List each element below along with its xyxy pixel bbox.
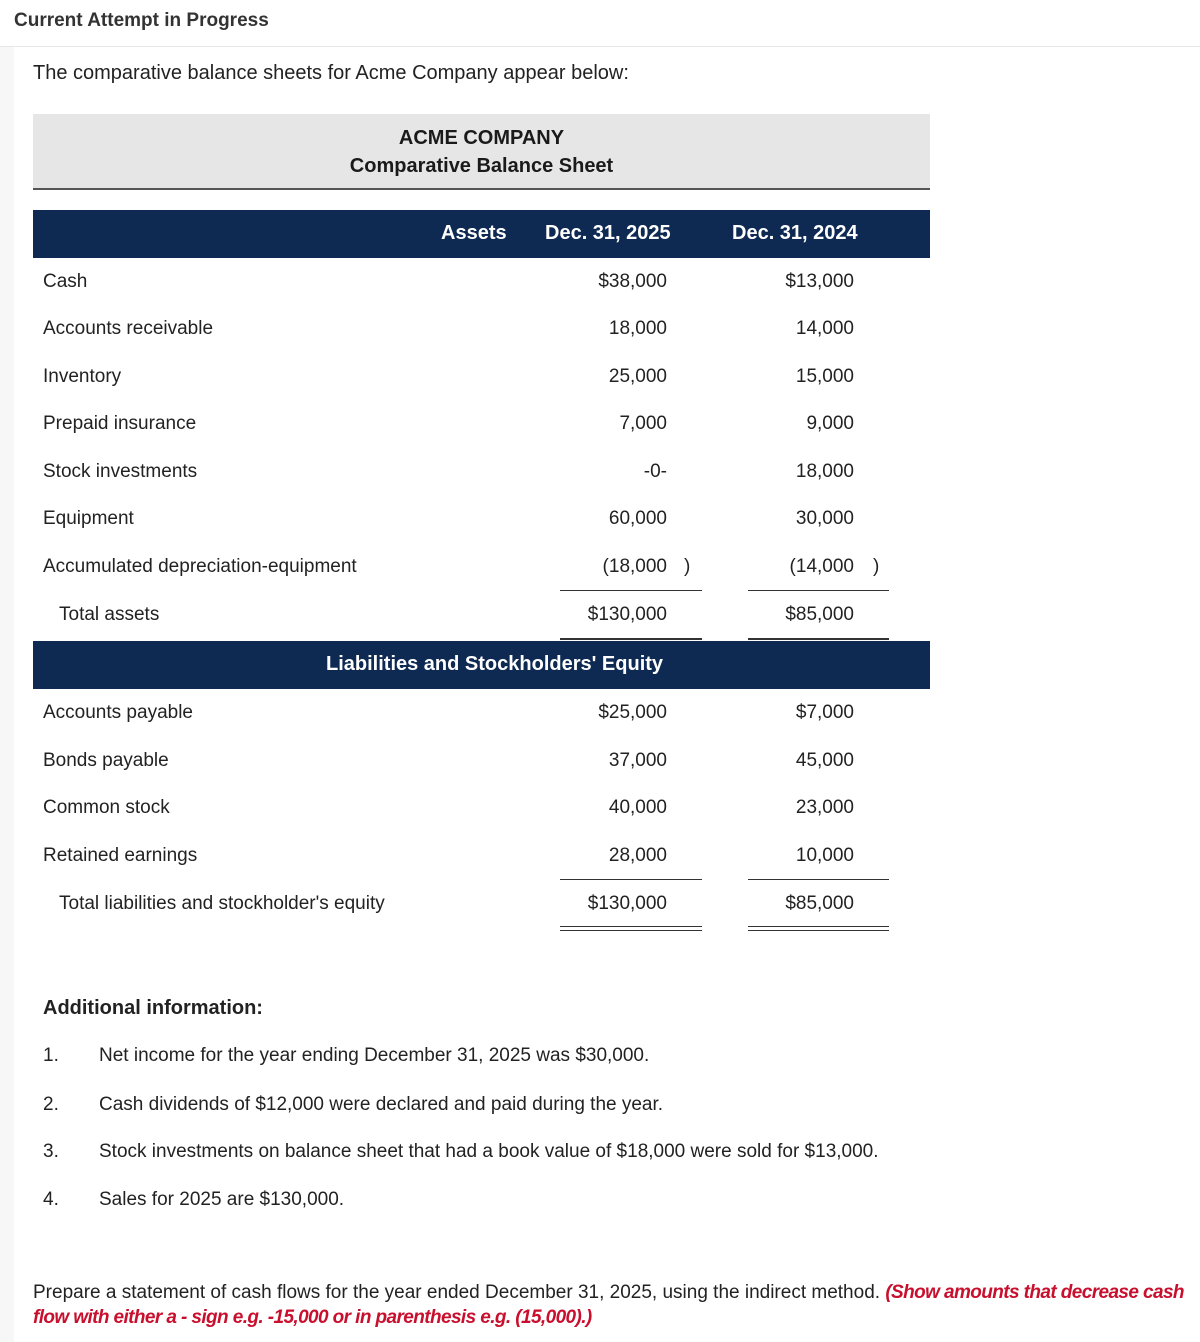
left-margin-strip	[0, 47, 14, 1342]
row-label: Accumulated depreciation-equipment	[43, 556, 357, 577]
liabilities-header-band	[33, 641, 930, 689]
row-label: Common stock	[43, 797, 170, 818]
subtotal-rule-2025	[560, 590, 702, 591]
table-row	[33, 692, 930, 732]
row-label: Stock investments	[43, 461, 198, 482]
item-number: 3.	[43, 1141, 59, 1162]
table-row	[33, 451, 930, 491]
value-2024: $85,000	[785, 604, 854, 625]
table-row	[33, 835, 930, 875]
company-name: ACME COMPANY	[398, 127, 565, 149]
value-2024: 18,000	[795, 461, 854, 482]
row-label: Inventory	[43, 366, 122, 387]
table-row	[33, 498, 930, 538]
row-label: Retained earnings	[43, 845, 198, 866]
statement-subtitle: Comparative Balance Sheet	[349, 155, 614, 177]
table-row	[33, 403, 930, 443]
row-label: Prepaid insurance	[43, 413, 197, 434]
value-2025: $38,000	[598, 271, 667, 292]
value-2024: $13,000	[785, 271, 854, 292]
total-rule-2024	[748, 638, 889, 640]
instructions-note: (Show amounts that decrease cash flow with either a - sign e.g. -15,000 or in parenthesis e.g. (15,000).)	[33, 1282, 1184, 1328]
value-2024: 10,000	[795, 845, 854, 866]
value-2024: $7,000	[795, 702, 854, 723]
balance-sheet-title-box	[33, 114, 930, 190]
row-label: Total assets	[59, 604, 160, 625]
value-2025: 28,000	[608, 845, 667, 866]
row-label: Cash	[43, 271, 88, 292]
value-2024: 45,000	[795, 750, 854, 771]
item-text: Net income for the year ending December 31, 2025 was $30,000.	[99, 1045, 650, 1066]
table-row	[33, 261, 930, 301]
liabilities-section-label: Liabilities and Stockholders' Equity	[326, 653, 664, 675]
row-label: Accounts receivable	[43, 318, 214, 339]
column-header-2024: Dec. 31, 2024	[732, 222, 858, 244]
item-text: Sales for 2025 are $130,000.	[99, 1189, 345, 1210]
value-2024: $85,000	[785, 893, 854, 914]
value-2025: $25,000	[598, 702, 667, 723]
total-assets-row	[33, 594, 930, 634]
row-label: Total liabilities and stockholder's equity	[59, 893, 385, 914]
table-row	[33, 356, 930, 396]
assets-section-label: Assets	[441, 222, 507, 244]
intro-text: The comparative balance sheets for Acme Company appear below:	[33, 62, 629, 84]
value-2025: 40,000	[608, 797, 667, 818]
value-2025: 7,000	[619, 413, 667, 434]
value-2024: 9,000	[806, 413, 854, 434]
assets-header-band	[33, 210, 930, 258]
table-row	[33, 740, 930, 780]
item-text: Stock investments on balance sheet that had a book value of $18,000 were sold for $13,000.	[99, 1141, 879, 1162]
value-2025: -0-	[643, 461, 667, 482]
subtotal-rule-2025	[560, 879, 702, 880]
total-rule-2025	[560, 638, 702, 640]
close-paren-2024: )	[873, 556, 880, 577]
value-2025: 60,000	[608, 508, 667, 529]
value-2024: 23,000	[795, 797, 854, 818]
value-2025: 18,000	[608, 318, 667, 339]
item-number: 2.	[43, 1094, 59, 1115]
subtotal-rule-2024	[748, 879, 889, 880]
close-paren-2025: )	[684, 556, 691, 577]
item-text: Cash dividends of $12,000 were declared and paid during the year.	[99, 1094, 664, 1115]
column-header-2025: Dec. 31, 2025	[545, 222, 671, 244]
double-rule-2024	[748, 926, 889, 931]
item-number: 4.	[43, 1189, 59, 1210]
row-label: Bonds payable	[43, 750, 169, 771]
double-rule-2025	[560, 926, 702, 931]
value-2025: (18,000	[602, 556, 667, 577]
attempt-status-title: Current Attempt in Progress	[14, 10, 269, 31]
value-2025: $130,000	[587, 604, 667, 625]
value-2024: 14,000	[795, 318, 854, 339]
row-label: Accounts payable	[43, 702, 193, 723]
subtotal-rule-2024	[748, 590, 889, 591]
table-row	[33, 546, 930, 586]
value-2024: 30,000	[795, 508, 854, 529]
value-2025: $130,000	[587, 893, 667, 914]
instructions-paragraph	[33, 1280, 1193, 1330]
value-2024: (14,000	[789, 556, 854, 577]
value-2025: 25,000	[608, 366, 667, 387]
table-row	[33, 787, 930, 827]
item-number: 1.	[43, 1045, 59, 1066]
additional-info-heading: Additional information:	[43, 997, 263, 1019]
row-label: Equipment	[43, 508, 134, 529]
value-2024: 15,000	[795, 366, 854, 387]
instructions-text: Prepare a statement of cash flows for the year ended December 31, 2025, using the indirect method.	[33, 1282, 886, 1303]
total-liabilities-row	[33, 883, 930, 923]
table-row	[33, 308, 930, 348]
header-bar	[0, 0, 1200, 47]
value-2025: 37,000	[608, 750, 667, 771]
